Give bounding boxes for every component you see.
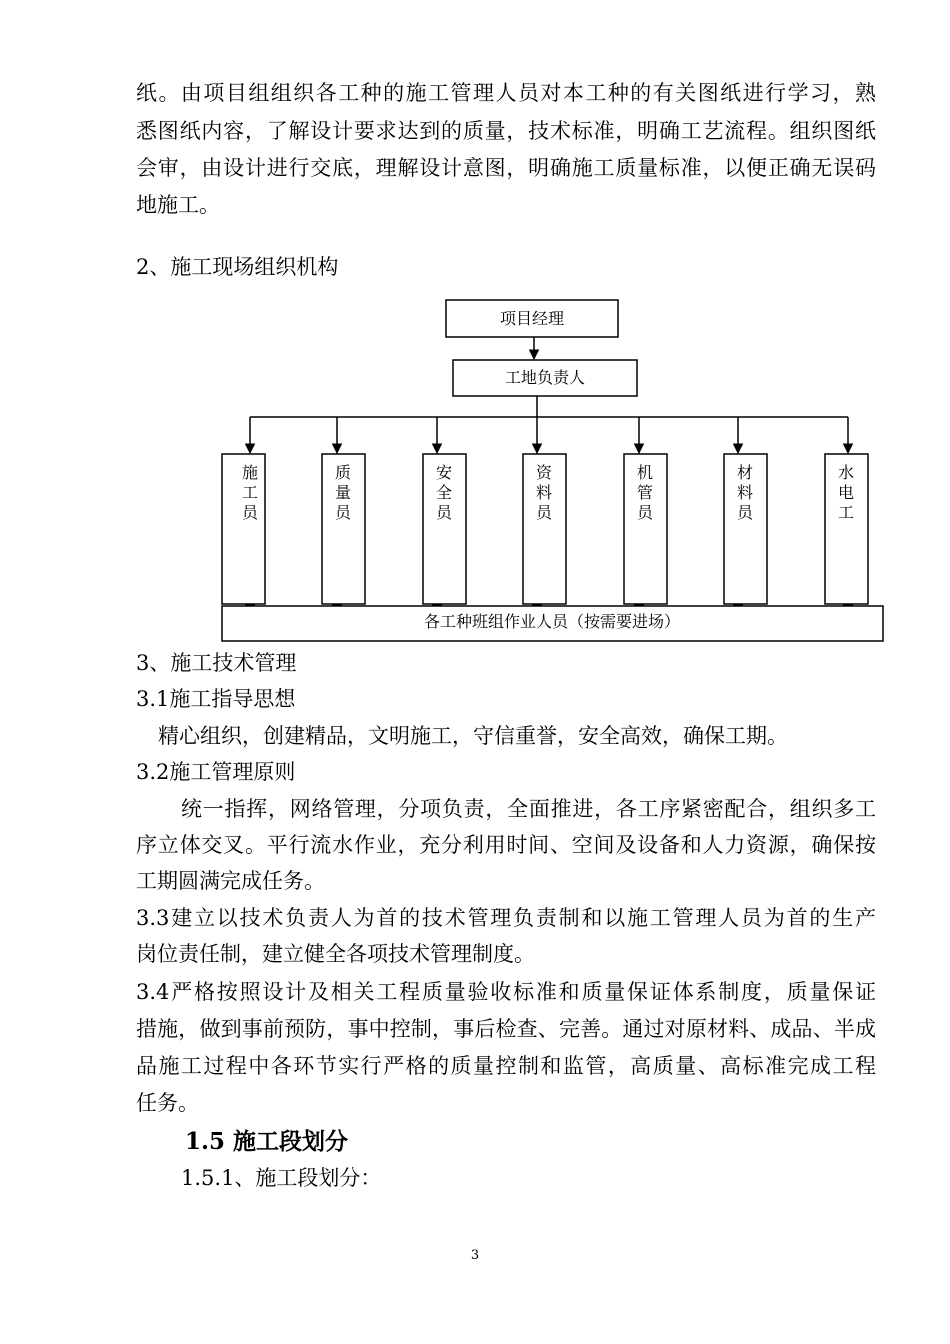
section-3-1-text: 精心组织，创建精品，文明施工，守信重誉，安全高效，确保工期。 — [158, 724, 788, 748]
section-3-title: 3、施工技术管理 — [136, 651, 297, 675]
section-3-4-line-4: 任务。 — [136, 1091, 199, 1115]
intro-line-3: 会审，由设计进行交底，理解设计意图，明确施工质量标准，以便正确无误码 — [136, 156, 876, 180]
section-1-5-1-title: 1.5.1、施工段划分： — [181, 1166, 382, 1190]
section-3-4-line-1: 3.4严格按照设计及相关工程质量验收标准和质量保证体系制度，质量保证 — [136, 980, 876, 1004]
section-3-2-line-3: 工期圆满完成任务。 — [136, 869, 325, 893]
section-3-4-line-3: 品施工过程中各环节实行严格的质量控制和监管，高质量、高标准完成工程 — [136, 1054, 876, 1078]
org-label-site-lead: 工地负责人 — [504, 368, 586, 387]
org-role-label-3: 安全员 — [435, 463, 453, 522]
section-3-2-title: 3.2施工管理原则 — [136, 760, 296, 784]
intro-line-2: 悉图纸内容，了解设计要求达到的质量，技术标准，明确工艺流程。组织图纸 — [136, 119, 876, 143]
section-3-3-line-2: 岗位责任制，建立健全各项技术管理制度。 — [136, 942, 535, 966]
org-role-label-4: 资料员 — [535, 463, 553, 522]
section-3-2-line-2: 序立体交叉。平行流水作业，充分利用时间、空间及设备和人力资源，确保按 — [136, 833, 876, 857]
org-chart — [0, 0, 950, 660]
section-3-2-line-1: 统一指挥，网络管理，分项负责，全面推进，各工序紧密配合，组织多工 — [181, 797, 876, 821]
org-label-workers: 各工种班组作业人员（按需要进场） — [423, 612, 681, 631]
org-role-label-5: 机管员 — [636, 463, 654, 522]
org-role-label-1: 施工员 — [241, 463, 259, 522]
section-2-title: 2、施工现场组织机构 — [136, 255, 339, 279]
org-role-label-7: 水电工 — [837, 463, 855, 522]
intro-line-4: 地施工。 — [136, 193, 220, 217]
org-label-project-manager: 项目经理 — [499, 309, 565, 328]
section-3-4-line-2: 措施，做到事前预防，事中控制，事后检查、完善。通过对原材料、成品、半成 — [136, 1017, 876, 1041]
org-role-label-2: 质量员 — [334, 463, 352, 522]
section-1-5-title: 1.5 施工段划分 — [185, 1128, 349, 1155]
org-role-label-6: 材料员 — [736, 463, 754, 522]
section-3-1-title: 3.1施工指导思想 — [136, 687, 296, 711]
section-3-3-line-1: 3.3建立以技术负责人为首的技术管理负责制和以施工管理人员为首的生产 — [136, 906, 876, 930]
page-number: 3 — [470, 1248, 480, 1263]
intro-line-1: 纸。由项目组组织各工种的施工管理人员对本工种的有关图纸进行学习，熟 — [136, 81, 876, 105]
